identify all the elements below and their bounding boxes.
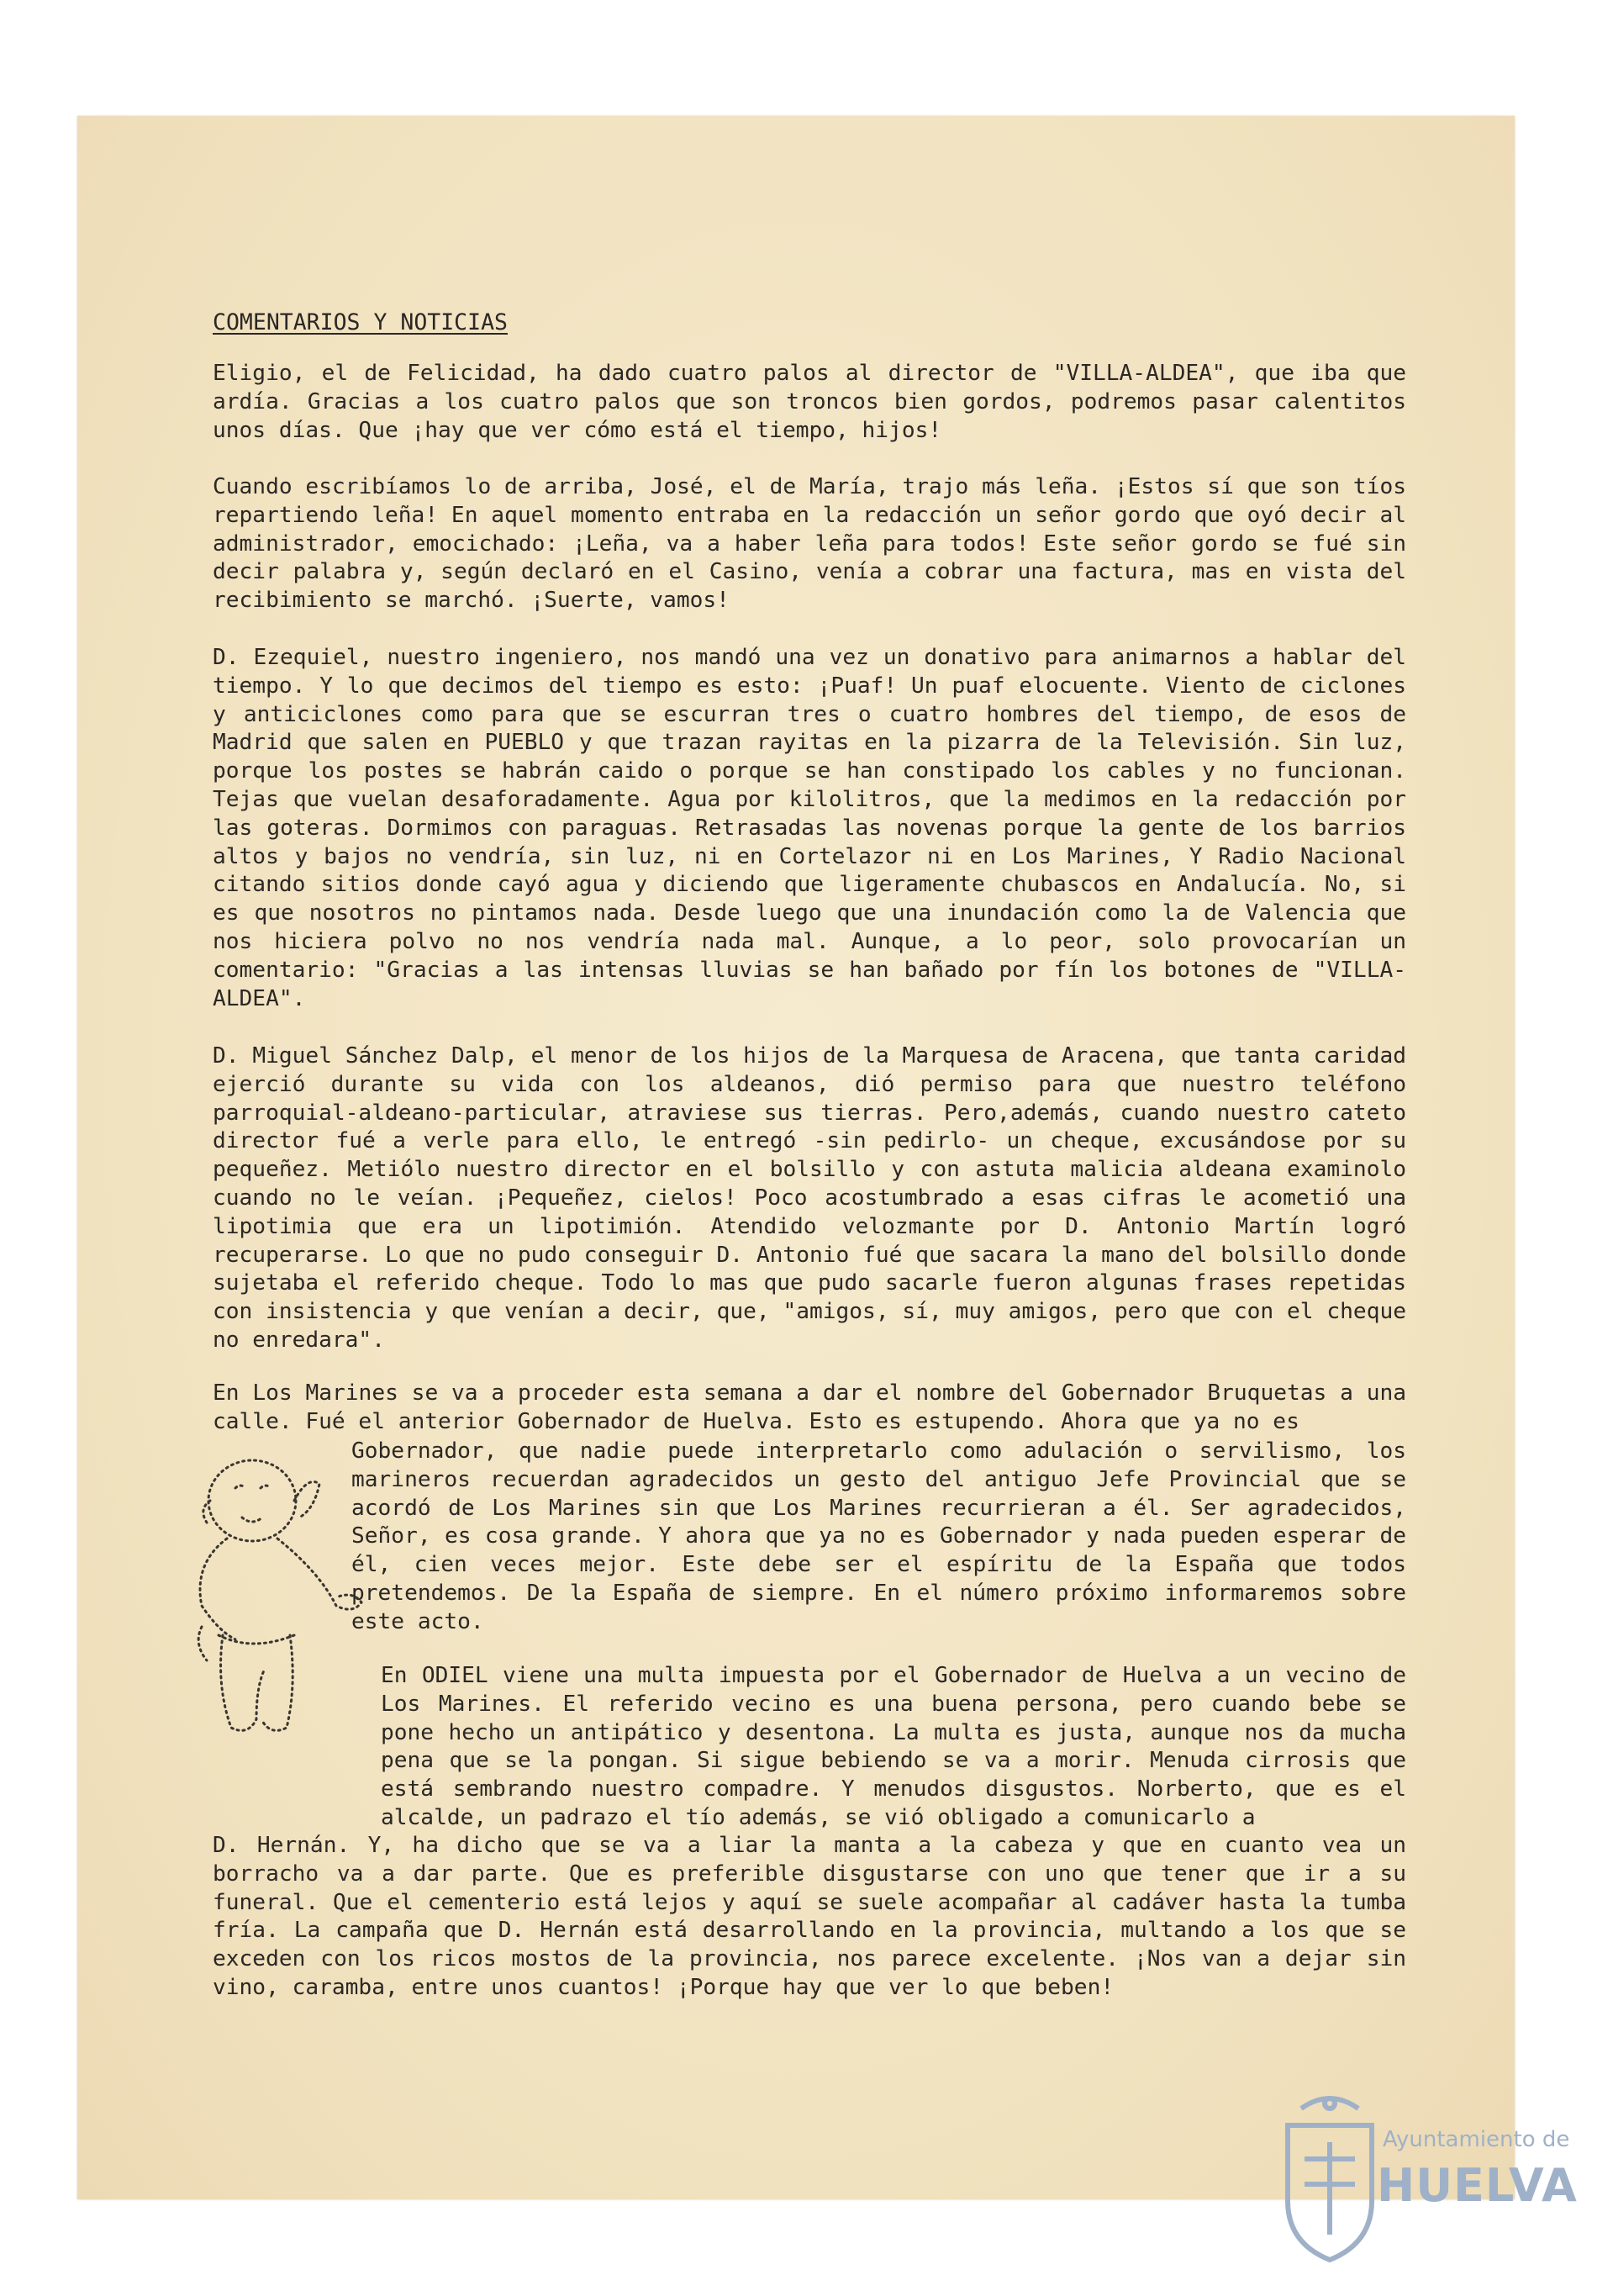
paragraph-2: Cuando escribíamos lo de arriba, José, el de María, trajo más leña. ¡Estos sí que son tíos repartiendo leña! En aquel momento entraba en la redacción un señor gordo que oyó decir al administrador, emocichado: ¡Leña, va a haber leña para todos! Este señor gordo se fué sin decir palabra y, según declaró en el Casino, venía a cobrar una factura, mas en vista del recibimiento se marchó. ¡Suerte, vamos! xyxy=(213,474,1406,614)
watermark-line-2: HUELVA xyxy=(1377,2159,1578,2212)
paragraph-6-body: En ODIEL viene una multa impuesta por el Gobernador de Huelva a un vecino de Los Marines. El referido vecino es una buena persona, pero cuando bebe se pone hecho un antipático y desentona. La multa es justa, aunque nos da mucha pena que se la pongan. Si sigue bebiendo se va a morir. Menuda cirrosis que está sembrando nuestro compadre. Y menudos disgustos. Norberto, que es el alcalde, un padrazo el tío además, se vió obligado a comunicarlo a xyxy=(381,1663,1406,1830)
paragraph-5-intro: En Los Marines se va a proceder esta semana a dar el nombre del Gobernador Bruquetas a una calle. Fué el anterior Gobernador de Huelva. Esto es estupendo. Ahora que ya no es xyxy=(213,1380,1406,1434)
paragraph-5-body: Gobernador, que nadie puede interpretarlo como adulación o servilismo, los marineros recuerdan agradecidos un gesto del antiguo Jefe Provincial que se acordó de Los Marines sin que Los Marines recurrieran a él. Ser agradecidos, Señor, es cosa grande. Y ahora que ya no es Gobernador y nada pueden esperar de él, cien veces mejor. Este debe ser el espíritu de la España que todos pretendemos. De la España de siempre. En el número próximo informaremos sobre este acto. xyxy=(351,1438,1406,1634)
paragraph-6-end: D. Hernán. Y, ha dicho que se va a liar la manta a la cabeza y que en cuanto vea un borracho va a dar parte. Que es preferible disgustarse con uno que tener que ir a su funeral. Que el cementerio está lejos y aquí se suele acompañar al cadáver hasta la tumba fría. La campaña que D. Hernán está desarrollando en la provincia, multando a los que se exceden con los ricos mostos de la provincia, nos parece excelente. ¡Nos van a dejar sin vino, caramba, entre unos cuantos! ¡Porque hay que ver lo que beben! xyxy=(213,1833,1406,2000)
section-heading: COMENTARIOS Y NOTICIAS xyxy=(213,309,508,335)
dotted-child-drawing xyxy=(177,1442,378,1761)
watermark-line-1: Ayuntamiento de xyxy=(1383,2127,1570,2152)
paragraph-1: Eligio, el de Felicidad, ha dado cuatro palos al director de "VILLA-ALDEA", que iba que ardía. Gracias a los cuatro palos que son troncos bien gordos, podremos pasar calentitos unos días. Que ¡hay que ver cómo está el tiempo, hijos! xyxy=(213,361,1406,443)
paragraph-3: D. Ezequiel, nuestro ingeniero, nos mandó una vez un donativo para animarnos a hablar del tiempo. Y lo que decimos del tiempo es esto: ¡Puaf! Un puaf elocuente. Viento de ciclones y anticiclones como para que se escurran tres o cuatro hombres del tiempo, de esos de Madrid que salen en PUEBLO y que trazan rayitas en la pizarra de la Televisión. Sin luz, porque los postes se habrán caido o porque se han constipado los cables y no funcionan. Tejas que vuelan desaforadamente. Agua por kilolitros, que la medimos en la redacción por las goteras. Dormimos con paraguas. Retrasadas las novenas porque la gente de los barrios altos y bajos no vendría, sin luz, ni en Cortelazor ni en Los Marines, Y Radio Nacional citando sitios donde cayó agua y diciendo que ligeramente chubascos en Andalucía. No, si es que nosotros no pintamos nada. Desde luego que una inundación como la de Valencia que nos hiciera polvo no nos vendría nada mal. Aunque, a lo peor, solo provocarían un comentario: "Gracias a las intensas lluvias se han bañado por fín los botones de "VILLA-ALDEA". xyxy=(213,645,1406,1011)
paragraph-4: D. Miguel Sánchez Dalp, el menor de los hijos de la Marquesa de Aracena, que tanta caridad ejerció durante su vida con los aldeanos, dió permiso para que nuestro teléfono parroquial-aldeano-particular, atraviese sus tierras. Pero,además, cuando nuestro cateto director fué a verle para ello, le entregó -sin pedirlo- un cheque, excusándose por su pequeñez. Metiólo nuestro director en el bolsillo y con astuta malicia aldeana examinolo cuando no le veían. ¡Pequeñez, cielos! Poco acostumbrado a esas cifras le acometió una lipotimia que era un lipotimión. Atendido velozmante por D. Antonio Martín logró recuperarse. Lo que no pudo conseguir D. Antonio fué que sacara la mano del bolsillo donde sujetaba el referido cheque. Todo lo mas que pudo sacarle fueron algunas frases repetidas con insistencia y que venían a decir, que, "amigos, sí, muy amigos, pero que con el cheque no enredara". xyxy=(213,1043,1406,1353)
